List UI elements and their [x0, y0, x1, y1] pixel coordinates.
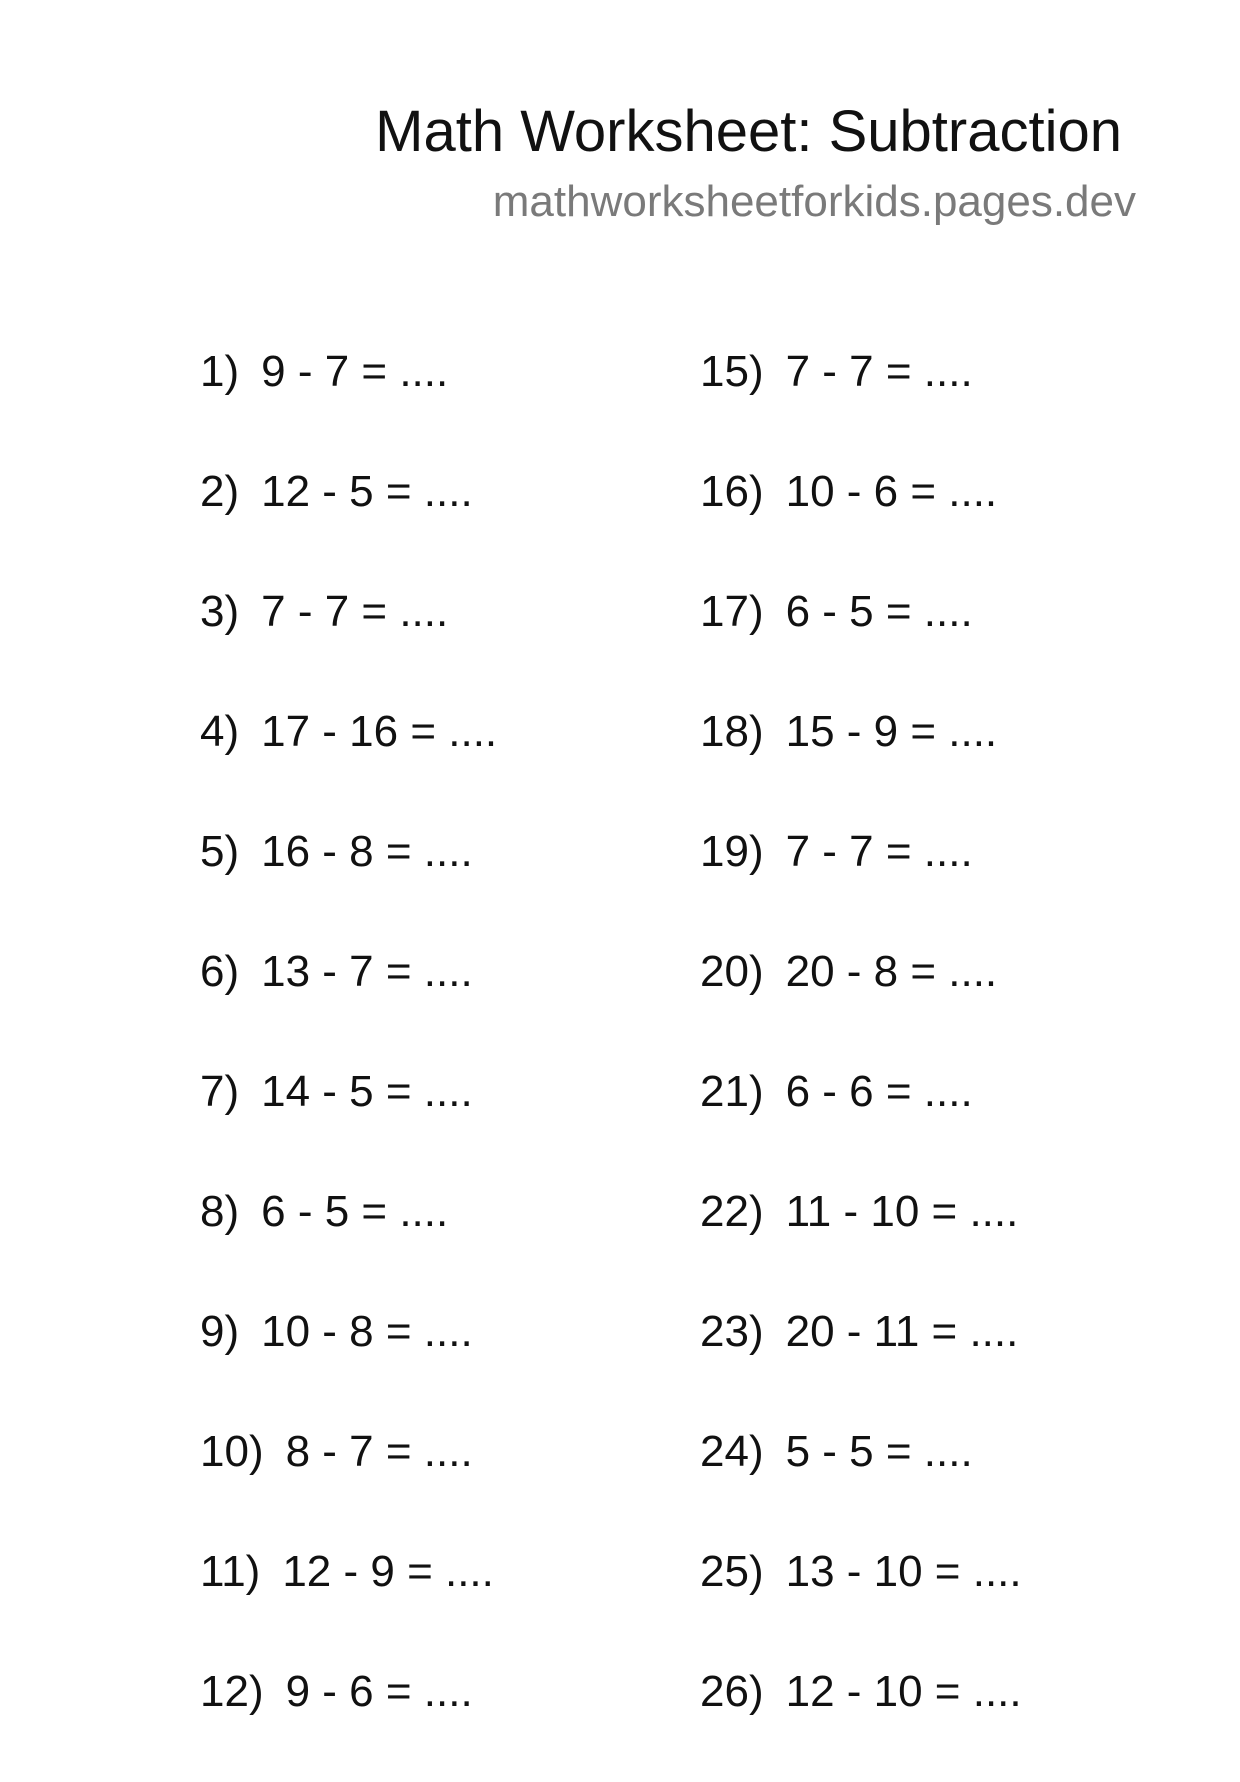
problem-number: 1) — [200, 347, 240, 396]
problem-item — [200, 702, 660, 822]
problem-number: 21) — [700, 1067, 764, 1116]
problem-item — [200, 1302, 660, 1422]
problem-expression: 12 - 10 = .... — [785, 1667, 1022, 1716]
problem-item — [700, 582, 1160, 702]
right-problem-column — [700, 342, 1160, 1782]
problem-number: 7) — [200, 1067, 240, 1116]
problem-expression: 13 - 10 = .... — [785, 1547, 1022, 1596]
problem-number: 10) — [200, 1427, 264, 1476]
problem-item — [200, 462, 660, 582]
problem-number: 9) — [200, 1307, 240, 1356]
problem-item — [200, 582, 660, 702]
problem-item — [700, 462, 1160, 582]
problem-number: 18) — [700, 707, 764, 756]
problem-number: 8) — [200, 1187, 240, 1236]
problem-number: 26) — [700, 1667, 764, 1716]
problem-item — [700, 942, 1160, 1062]
problem-number: 17) — [700, 587, 764, 636]
problem-expression: 20 - 11 = .... — [785, 1307, 1019, 1356]
problem-expression: 9 - 7 = .... — [261, 347, 449, 396]
problem-expression: 7 - 7 = .... — [261, 587, 449, 636]
problem-columns — [200, 342, 1100, 1742]
problem-number: 24) — [700, 1427, 764, 1476]
problem-item — [200, 1422, 660, 1542]
problem-item — [200, 1662, 660, 1782]
problem-number: 15) — [700, 347, 764, 396]
problem-expression: 11 - 10 = .... — [785, 1187, 1019, 1236]
problem-expression: 10 - 6 = .... — [785, 467, 998, 516]
problem-expression: 14 - 5 = .... — [261, 1067, 473, 1116]
problem-expression: 5 - 5 = .... — [785, 1427, 973, 1476]
problem-expression: 15 - 9 = .... — [785, 707, 998, 756]
problem-expression: 20 - 8 = .... — [785, 947, 998, 996]
problem-expression: 16 - 8 = .... — [261, 827, 473, 876]
problem-expression: 9 - 6 = .... — [285, 1667, 473, 1716]
problem-item — [200, 942, 660, 1062]
problem-number: 11) — [200, 1547, 261, 1596]
problem-number: 6) — [200, 947, 240, 996]
problem-item — [200, 1062, 660, 1182]
problem-number: 25) — [700, 1547, 764, 1596]
site-url: mathworksheetforkids.pages.dev — [492, 177, 1136, 226]
problem-number: 3) — [200, 587, 240, 636]
problem-expression: 17 - 16 = .... — [261, 707, 498, 756]
problem-expression: 6 - 6 = .... — [785, 1067, 973, 1116]
problem-number: 16) — [700, 467, 764, 516]
problem-expression: 7 - 7 = .... — [785, 347, 973, 396]
problem-item — [700, 1422, 1160, 1542]
problem-item — [200, 342, 660, 462]
problem-expression: 8 - 7 = .... — [285, 1427, 473, 1476]
problem-expression: 6 - 5 = .... — [261, 1187, 449, 1236]
left-problem-column — [200, 342, 660, 1782]
problem-item — [700, 342, 1160, 462]
problem-number: 2) — [200, 467, 240, 516]
problem-number: 19) — [700, 827, 764, 876]
problem-expression: 10 - 8 = .... — [261, 1307, 473, 1356]
problem-expression: 13 - 7 = .... — [261, 947, 473, 996]
problem-item — [200, 822, 660, 942]
problem-item — [700, 1302, 1160, 1422]
problem-item — [700, 1182, 1160, 1302]
problem-item — [700, 702, 1160, 822]
problem-expression: 7 - 7 = .... — [785, 827, 973, 876]
problem-expression: 6 - 5 = .... — [785, 587, 973, 636]
problem-number: 22) — [700, 1187, 764, 1236]
problem-item — [200, 1182, 660, 1302]
problem-item — [700, 1542, 1160, 1662]
worksheet-header — [375, 92, 1136, 232]
problem-expression: 12 - 5 = .... — [261, 467, 473, 516]
problem-number: 12) — [200, 1667, 264, 1716]
problem-item — [700, 822, 1160, 942]
problem-item — [700, 1662, 1160, 1782]
problem-item — [700, 1062, 1160, 1182]
problem-number: 5) — [200, 827, 240, 876]
problem-item — [200, 1542, 660, 1662]
problem-number: 23) — [700, 1307, 764, 1356]
problem-number: 4) — [200, 707, 240, 756]
problem-number: 20) — [700, 947, 764, 996]
problem-expression: 12 - 9 = .... — [282, 1547, 494, 1596]
page-title: Math Worksheet: Subtraction — [375, 99, 1122, 164]
